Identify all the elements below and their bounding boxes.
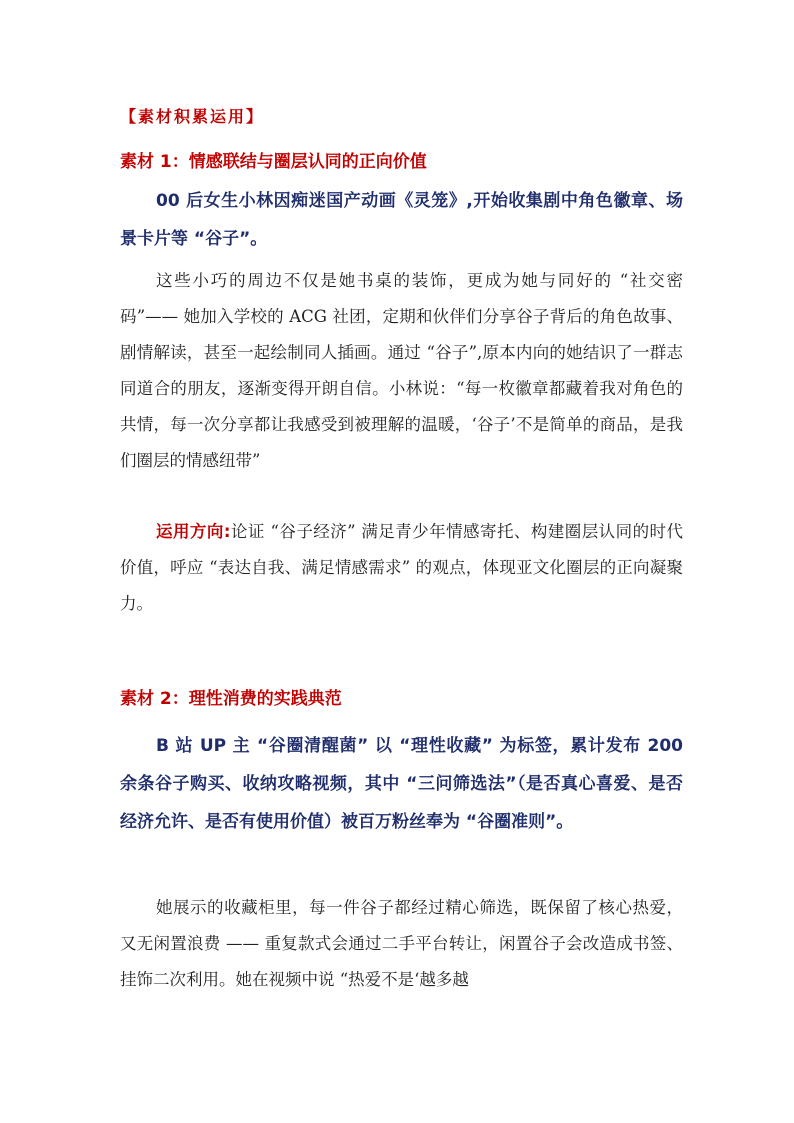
material-1-heading: 素材 1：情感联结与圈层认同的正向价值 (120, 152, 427, 172)
material-2-body: 她展示的收藏柜里，每一件谷子都经过精心筛选，既保留了核心热爱，又无闲置浪费 —— 重复款式会通过二手平台转让，闲置谷子会改造成书签、挂饰二次利用。她在视频中说 “热爱不是‘越多越 (120, 898, 683, 989)
section-tag: 【素材积累运用】 (120, 107, 265, 126)
material-1-body: 这些小巧的周边不仅是她书桌的装饰，更成为她与同好的 “社交密码”—— 她加入学校的 ACG 社团，定期和伙伴们分享谷子背后的角色故事、剧情解读，甚至一起绘制同人插画。通过 “谷子”,原本内向的她结识了一群志同道合的朋友，逐渐变得开朗自信。小林说：“每一枚徽章都藏着我对角色的共情，每一次分享都让我感受到被理解的温暖，‘谷子’不是简单的商品，是我们圈层的情感纽带” (120, 271, 683, 470)
material-1-application (120, 514, 683, 622)
application-label: 运用方向: (156, 522, 231, 541)
material-1-lead: 00 后女生小林因痴迷国产动画《灵笼》,开始收集剧中角色徽章、场景卡片等 “谷子”。 (120, 191, 683, 249)
material-2-lead: B 站 UP 主 “谷圈清醒菌” 以 “理性收藏” 为标签，累计发布 200 余条谷子购买、收纳攻略视频，其中 “三问筛选法”（是否真心喜爱、是否经济允许、是否有使用价值）被百万粉丝奉为 “谷圈准则”。 (120, 736, 683, 832)
application-text: 论证 “谷子经济” 满足青少年情感寄托、构建圈层认同的时代价值，呼应 “表达自我、满足情感需求” 的观点，体现亚文化圈层的正向凝聚力。 (120, 522, 683, 613)
material-2-heading: 素材 2：理性消费的实践典范 (120, 689, 342, 709)
